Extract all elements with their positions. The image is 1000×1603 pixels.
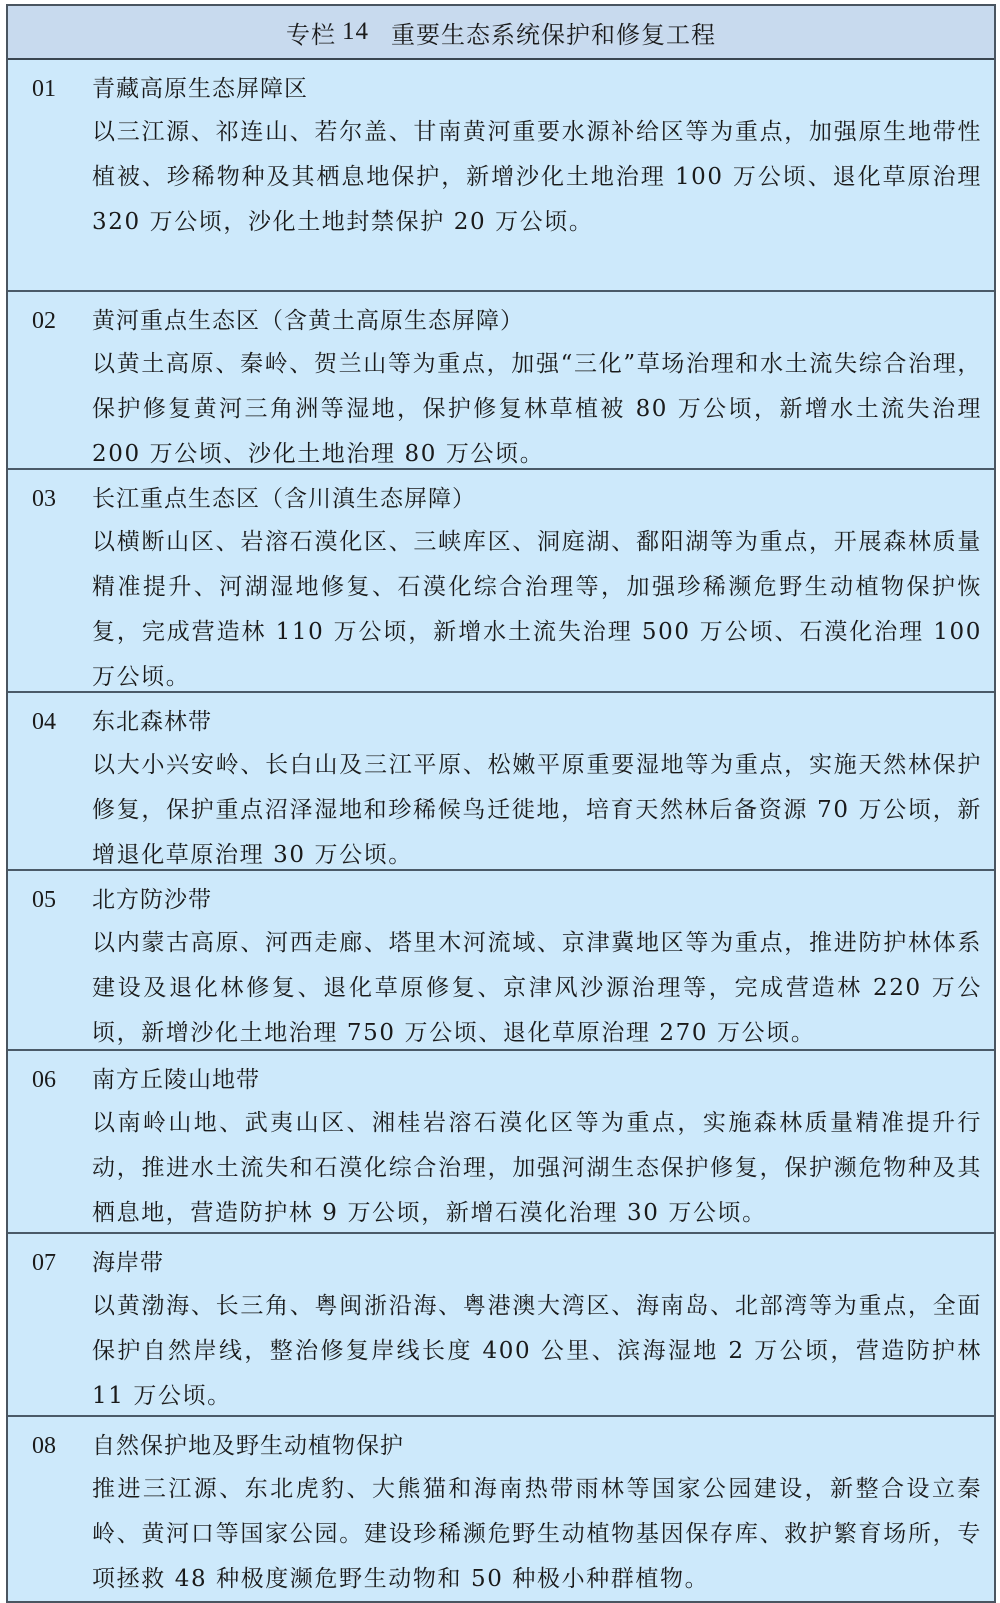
section-number: 06 [32,1067,56,1093]
section-body: 以三江源、祁连山、若尔盖、甘南黄河重要水源补给区等为重点，加强原生地带性植被、珍稀物种及其栖息地保护，新增沙化土地治理 100 万公顷、退化草原治理 320 万公顷，沙化土地封禁保护 20 万公顷。 [92,119,982,235]
section-title: 北方防沙带 [92,887,212,913]
section-07 [8,1234,994,1417]
section-08 [8,1417,994,1601]
column-box [6,4,996,1603]
section-03 [8,470,994,693]
section-title: 南方丘陵山地带 [92,1067,260,1093]
section-body: 以南岭山地、武夷山区、湘桂岩溶石漠化区等为重点，实施森林质量精准提升行动，推进水土流失和石漠化综合治理，加强河湖生态保护修复，保护濒危物种及其栖息地，营造防护林 9 万公顷，新增石漠化治理 30 万公顷。 [92,1110,982,1226]
section-number: 07 [32,1250,56,1276]
column-header [8,6,994,60]
section-04 [8,693,994,871]
section-body: 以横断山区、岩溶石漠化区、三峡库区、洞庭湖、鄱阳湖等为重点，开展森林质量精准提升、河湖湿地修复、石漠化综合治理等，加强珍稀濒危野生动植物保护恢复，完成营造林 110 万公顷，新增水土流失治理 500 万公顷、石漠化治理 100 万公顷。 [92,529,982,690]
section-01 [8,60,994,292]
section-heading [32,881,982,921]
section-title: 青藏高原生态屏障区 [92,76,308,102]
section-title: 长江重点生态区（含川滇生态屏障） [92,486,476,512]
section-number: 04 [32,709,56,735]
column-prefix: 专栏 [286,20,336,49]
section-05 [8,871,994,1051]
column-number: 14 [342,18,369,45]
section-02 [8,292,994,470]
section-body: 以内蒙古高原、河西走廊、塔里木河流域、京津冀地区等为重点，推进防护林体系建设及退化林修复、退化草原修复、京津风沙源治理等，完成营造林 220 万公顷，新增沙化土地治理 750 万公顷、退化草原治理 270 万公顷。 [92,930,982,1046]
section-title: 海岸带 [92,1250,164,1276]
section-number: 05 [32,887,56,913]
section-heading [32,70,982,110]
section-number: 02 [32,308,56,334]
section-06 [8,1051,994,1234]
section-body: 推进三江源、东北虎豹、大熊猫和海南热带雨林等国家公园建设，新整合设立秦岭、黄河口等国家公园。建设珍稀濒危野生动植物基因保存库、救护繁育场所，专项拯救 48 种极度濒危野生动物和 50 种极小种群植物。 [92,1476,982,1592]
section-body: 以黄土高原、秦岭、贺兰山等为重点，加强“三化”草场治理和水土流失综合治理，保护修复黄河三角洲等湿地，保护修复林草植被 80 万公顷，新增水土流失治理 200 万公顷、沙化土地治理 80 万公顷。 [92,351,982,467]
section-heading [32,703,982,743]
section-heading [32,1244,982,1284]
section-number: 03 [32,486,56,512]
section-number: 08 [32,1433,56,1459]
section-heading [32,480,982,520]
column-title: 重要生态系统保护和修复工程 [391,20,716,49]
section-heading [32,1427,982,1467]
section-body: 以大小兴安岭、长白山及三江平原、松嫩平原重要湿地等为重点，实施天然林保护修复，保护重点沼泽湿地和珍稀候鸟迁徙地，培育天然林后备资源 70 万公顷，新增退化草原治理 30 万公顷。 [92,752,982,868]
section-title: 黄河重点生态区（含黄土高原生态屏障） [92,308,524,334]
section-title: 自然保护地及野生动植物保护 [92,1433,404,1459]
section-heading [32,1061,982,1101]
section-body: 以黄渤海、长三角、粤闽浙沿海、粤港澳大湾区、海南岛、北部湾等为重点，全面保护自然岸线，整治修复岸线长度 400 公里、滨海湿地 2 万公顷，营造防护林 11 万公顷。 [92,1293,982,1409]
section-heading [32,302,982,342]
section-number: 01 [32,76,56,102]
section-title: 东北森林带 [92,709,212,735]
